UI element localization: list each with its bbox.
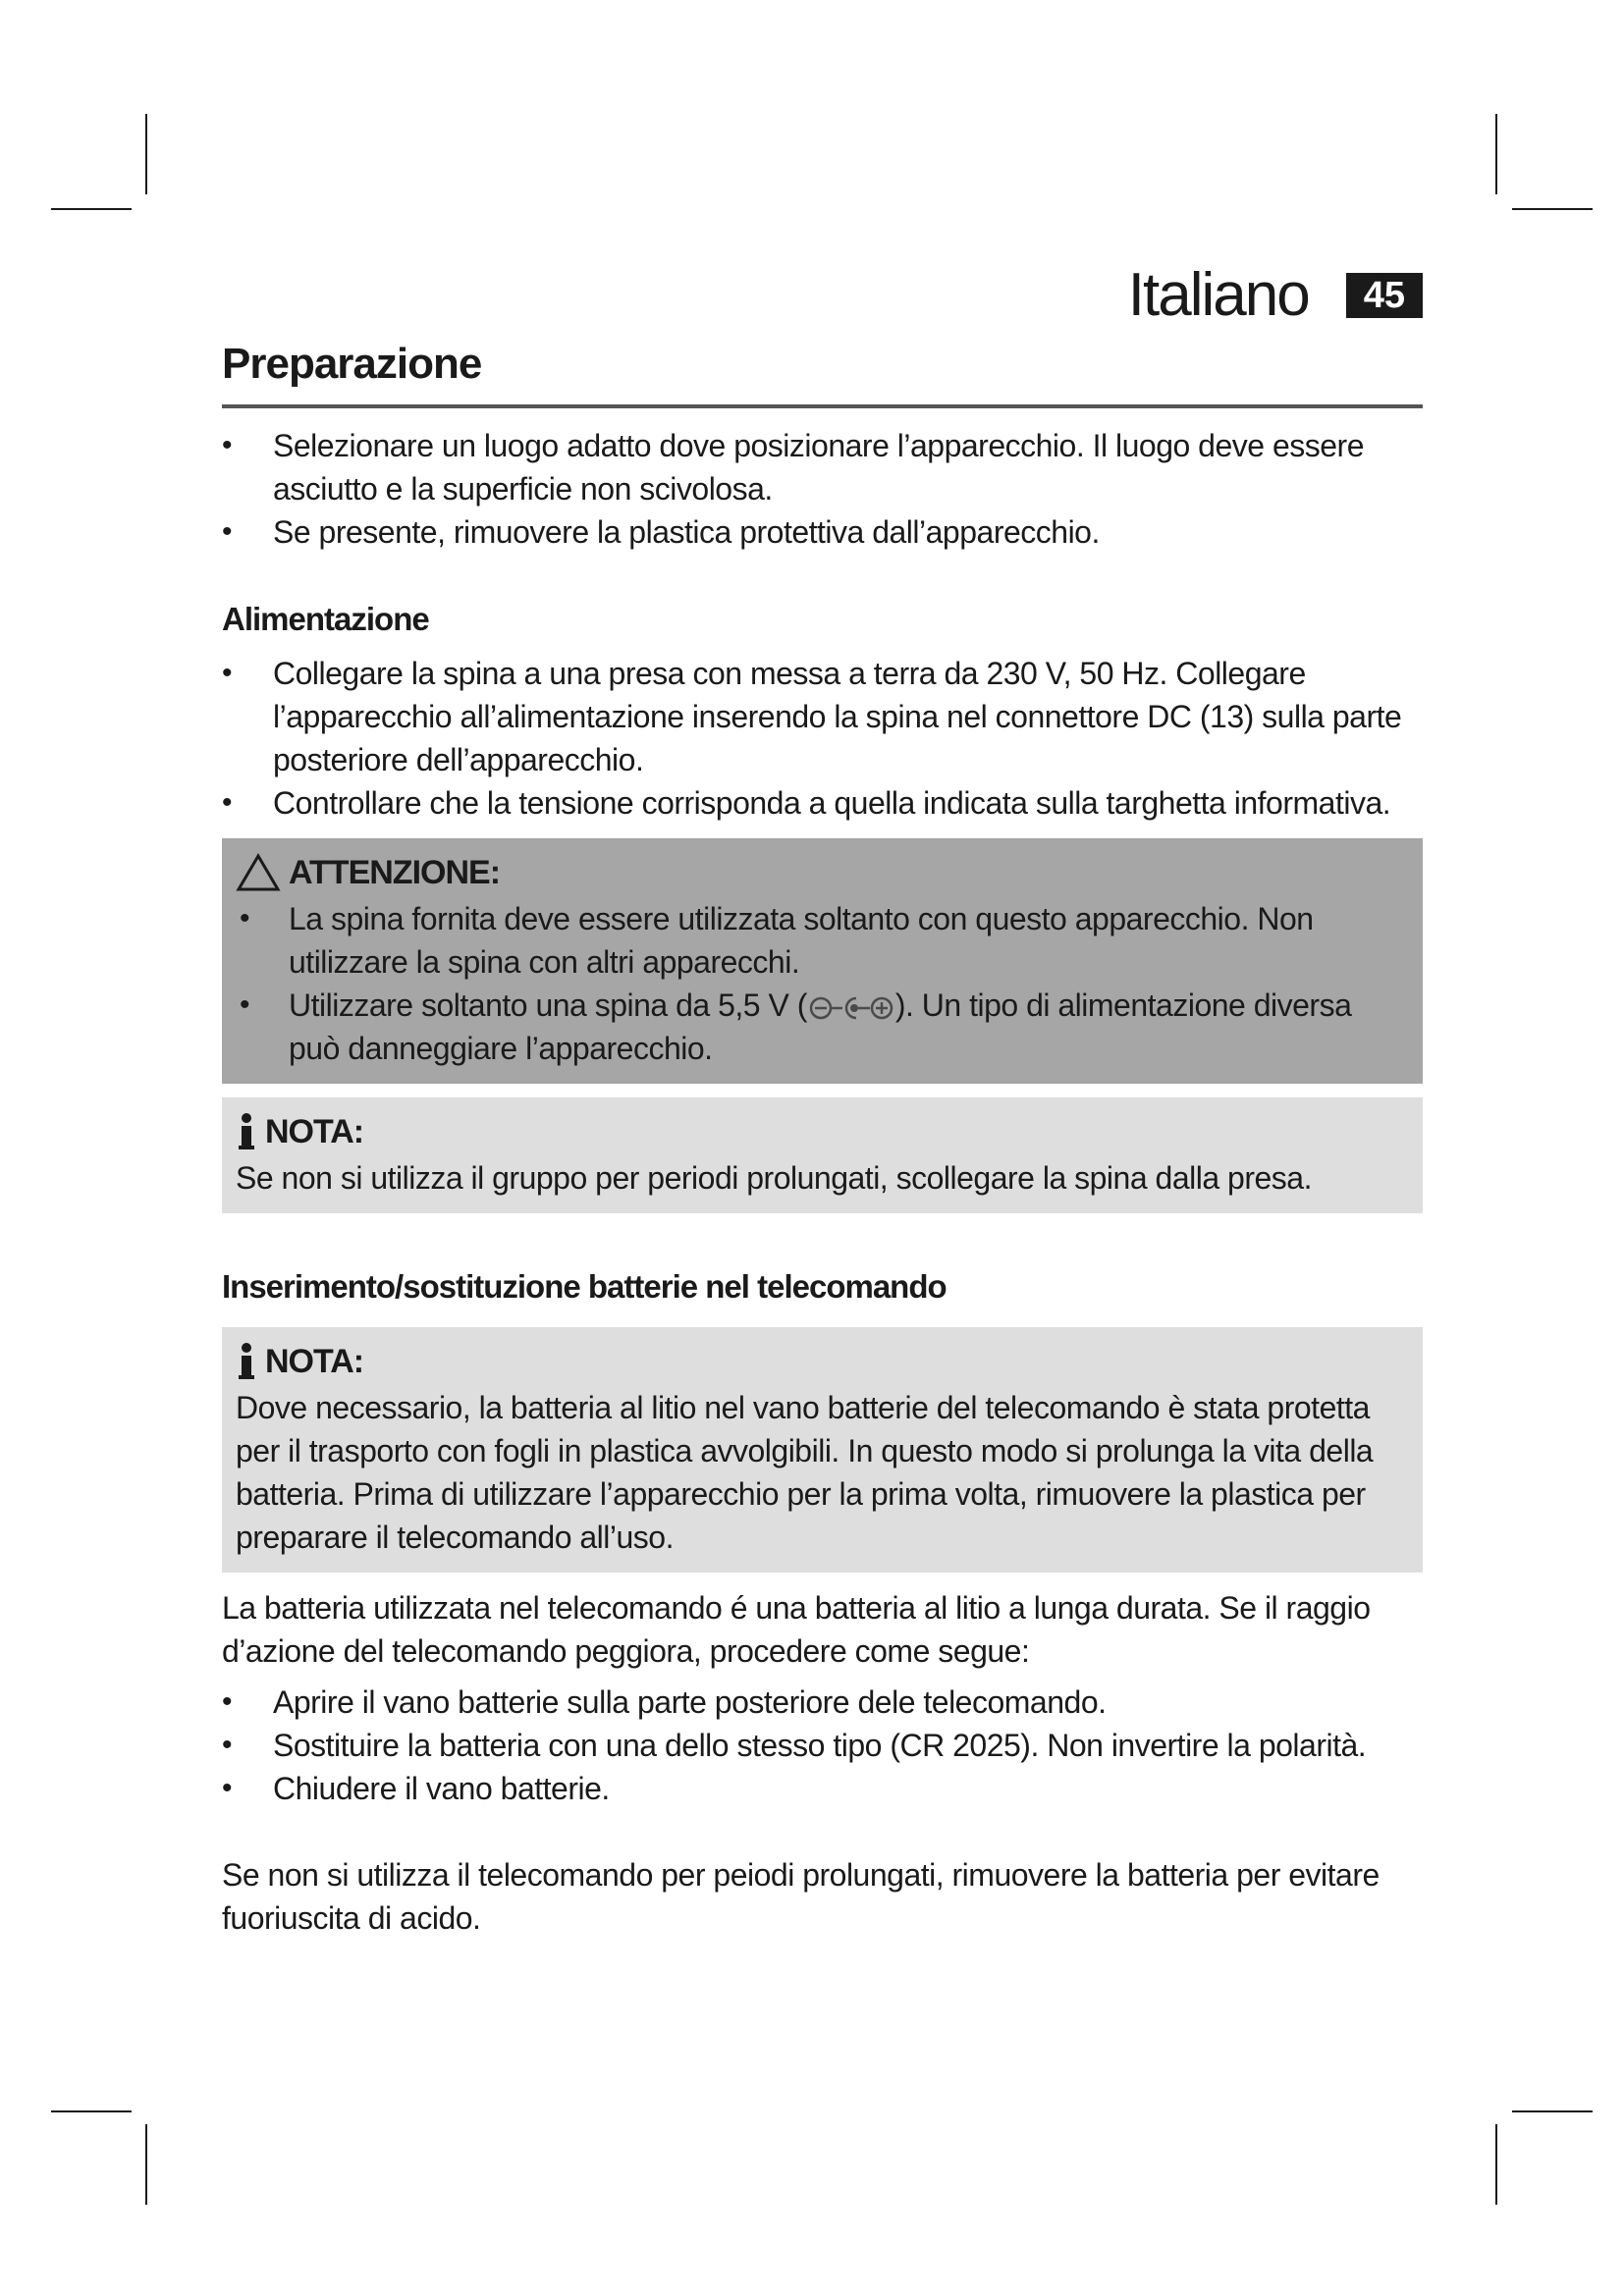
crop-mark xyxy=(145,114,147,194)
power-heading: Alimentazione xyxy=(222,601,429,637)
note-title xyxy=(236,1337,1409,1386)
page-content xyxy=(222,340,1423,1940)
list-item: • Chiudere il vano batterie. xyxy=(222,1767,1423,1810)
battery-steps-list xyxy=(222,1681,1423,1810)
info-icon xyxy=(236,1112,257,1151)
crop-mark xyxy=(1495,2124,1497,2205)
note-title xyxy=(236,1107,1409,1156)
plug-spec-text: Utilizzare soltanto una spina da 5,5 V ( xyxy=(289,988,807,1023)
note-title-text: NOTA: xyxy=(265,1112,364,1150)
list-item: • Selezionare un luogo adatto dove posizionare l’apparecchio. Il luogo deve essere asciutto e la superficie non scivolosa. xyxy=(222,424,1423,510)
crop-mark xyxy=(51,2110,132,2112)
list-item: • Sostituire la batteria con una dello stesso tipo (CR 2025). Non invertire la polarità. xyxy=(222,1724,1423,1767)
page-number: 45 xyxy=(1346,273,1423,318)
plug-warning-text: ). Un tipo di alimentazione diversa può danneggiare l’apparecchio. xyxy=(289,988,1352,1066)
section-title: Preparazione xyxy=(222,340,1423,408)
battery-note-box xyxy=(222,1327,1423,1573)
crop-mark xyxy=(1495,114,1497,194)
warning-box xyxy=(222,838,1423,1084)
batteries-heading: Inserimento/sostituzione batterie nel telecomando xyxy=(222,1268,947,1305)
warning-title xyxy=(236,848,1409,897)
info-icon xyxy=(236,1342,257,1381)
crop-mark xyxy=(145,2124,147,2205)
battery-intro: La batteria utilizzata nel telecomando é una batteria al litio a lunga durata. Se il raggio d’azione del telecomando peggiora, procedere come segue: xyxy=(222,1590,1371,1669)
polarity-symbol xyxy=(807,994,895,1022)
list-item: • Aprire il vano batterie sulla parte posteriore dele telecomando. xyxy=(222,1681,1423,1724)
warning-bullet-list xyxy=(236,897,1409,1070)
crop-mark xyxy=(1512,208,1593,210)
note-text: Dove necessario, la batteria al litio nel vano batterie del telecomando è stata protetta per il trasporto con fogli in plastica avvolgibili. In questo modo si prolunga la vita della batteria. Prima di utilizzare l’apparecchio per la prima volta, rimuovere la plastica per preparare il telecomando all’uso. xyxy=(236,1390,1374,1555)
warning-triangle-icon xyxy=(236,853,281,892)
list-item: • Se presente, rimuovere la plastica protettiva dall’apparecchio. xyxy=(222,510,1423,554)
polarity-icon xyxy=(807,994,895,1022)
power-bullet-list xyxy=(222,652,1423,825)
note-title-text: NOTA: xyxy=(265,1342,364,1380)
intro-bullet-list xyxy=(222,424,1423,554)
warning-title-text: ATTENZIONE: xyxy=(289,853,501,891)
crop-mark xyxy=(1512,2110,1593,2112)
power-note-box xyxy=(222,1097,1423,1213)
list-item: • Controllare che la tensione corrisponda a quella indicata sulla targhetta informativa. xyxy=(222,781,1423,825)
note-text: Se non si utilizza il gruppo per periodi prolungati, scollegare la spina dalla presa. xyxy=(236,1160,1312,1196)
battery-closing: Se non si utilizza il telecomando per peiodi prolungati, rimuovere la batteria per evitare fuoriuscita di acido. xyxy=(222,1857,1380,1936)
crop-mark xyxy=(51,208,132,210)
list-item: • Collegare la spina a una presa con messa a terra da 230 V, 50 Hz. Collegare l’apparecchio all’alimentazione inserendo la spina nel connettore DC (13) sulla parte posteriore dell’apparecchio. xyxy=(222,652,1423,781)
page-header xyxy=(1127,261,1423,329)
list-item xyxy=(236,984,1409,1070)
language-title: Italiano xyxy=(1127,261,1309,329)
list-item: • La spina fornita deve essere utilizzata soltanto con questo apparecchio. Non utilizzare la spina con altri apparecchi. xyxy=(236,897,1409,984)
